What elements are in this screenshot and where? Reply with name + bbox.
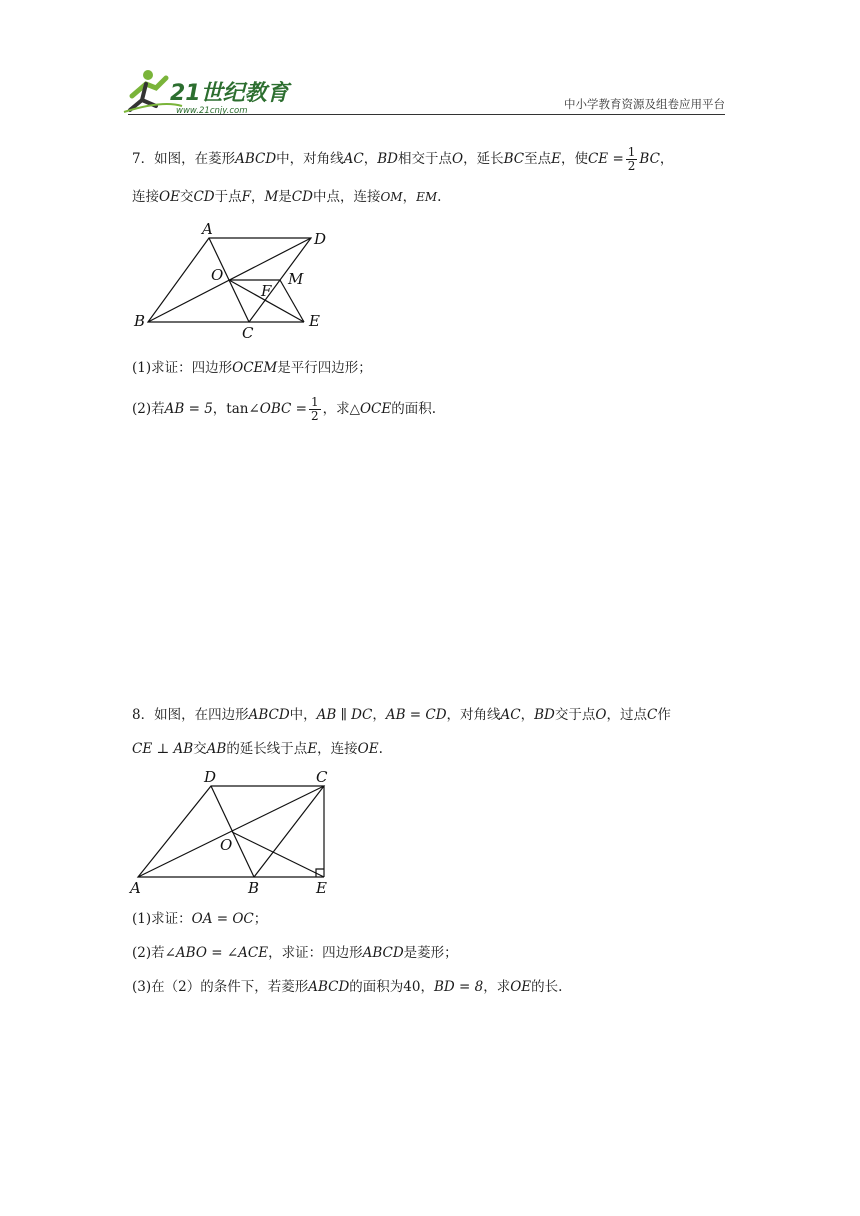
q7-label-o: O	[211, 266, 224, 284]
header-divider	[128, 114, 725, 115]
q8-line1: 8．如图，在四边形ABCD中，AB ∥ DC，AB = CD，对角线AC，BD交于点O，过点C作	[132, 707, 671, 723]
logo-text: 21世纪教育	[170, 81, 289, 106]
fraction-one-half: $\frac{1}{2}$	[627, 145, 636, 173]
q7-label-c: C	[242, 324, 254, 340]
q7-line2: 连接OE交CD于点F，M是CD中点，连接OM，EM.	[132, 189, 442, 205]
site-name: 中小学教育资源及组卷应用平台	[564, 97, 725, 111]
q8-label-a: A	[130, 879, 141, 897]
logo-url: www.21cnjy.com	[176, 106, 248, 116]
q8-label-d: D	[204, 768, 217, 786]
diagonal-bd	[211, 786, 254, 877]
q8-sub2: (2)若∠ABO = ∠ACE，求证：四边形ABCD是菱形；	[132, 945, 458, 961]
q7-sub1: (1)求证：四边形OCEM是平行四边形；	[132, 360, 372, 376]
q8-label-c: C	[316, 768, 328, 786]
q7-label-d: D	[314, 230, 327, 248]
q7-figure	[128, 222, 338, 340]
q7-line1: 7．如图，在菱形ABCD中，对角线AC，BD相交于点O，延长BC至点E，使CE = $\frac{1}{2}$ BC，	[132, 145, 674, 173]
q7-label-m: M	[288, 270, 304, 288]
q8-figure	[126, 766, 341, 898]
q8-label-e: E	[316, 879, 327, 897]
q7-sub2: (2)若AB = 5，tan∠OBC = $\frac{1}{2}$ ，求△OCE的面积.	[132, 395, 437, 423]
q8-label-b: B	[248, 879, 260, 897]
q8-line2: CE ⊥ AB交AB的延长线于点E，连接OE.	[132, 741, 383, 757]
q7-label-b: B	[134, 312, 146, 330]
q8-label-o: O	[220, 836, 233, 854]
q7-label-a: A	[202, 222, 213, 238]
fraction-tan: $\frac{1}{2}$	[310, 395, 319, 423]
segment-oe	[232, 832, 324, 877]
q8-sub1: (1)求证：OA = OC；	[132, 911, 268, 927]
q7-label-e: E	[309, 312, 320, 330]
q7-label-f: F	[261, 282, 272, 300]
q8-sub3: (3)在（2）的条件下，若菱形ABCD的面积为40，BD = 8，求OE的长.	[132, 979, 563, 995]
logo-21cnjy	[122, 66, 292, 118]
